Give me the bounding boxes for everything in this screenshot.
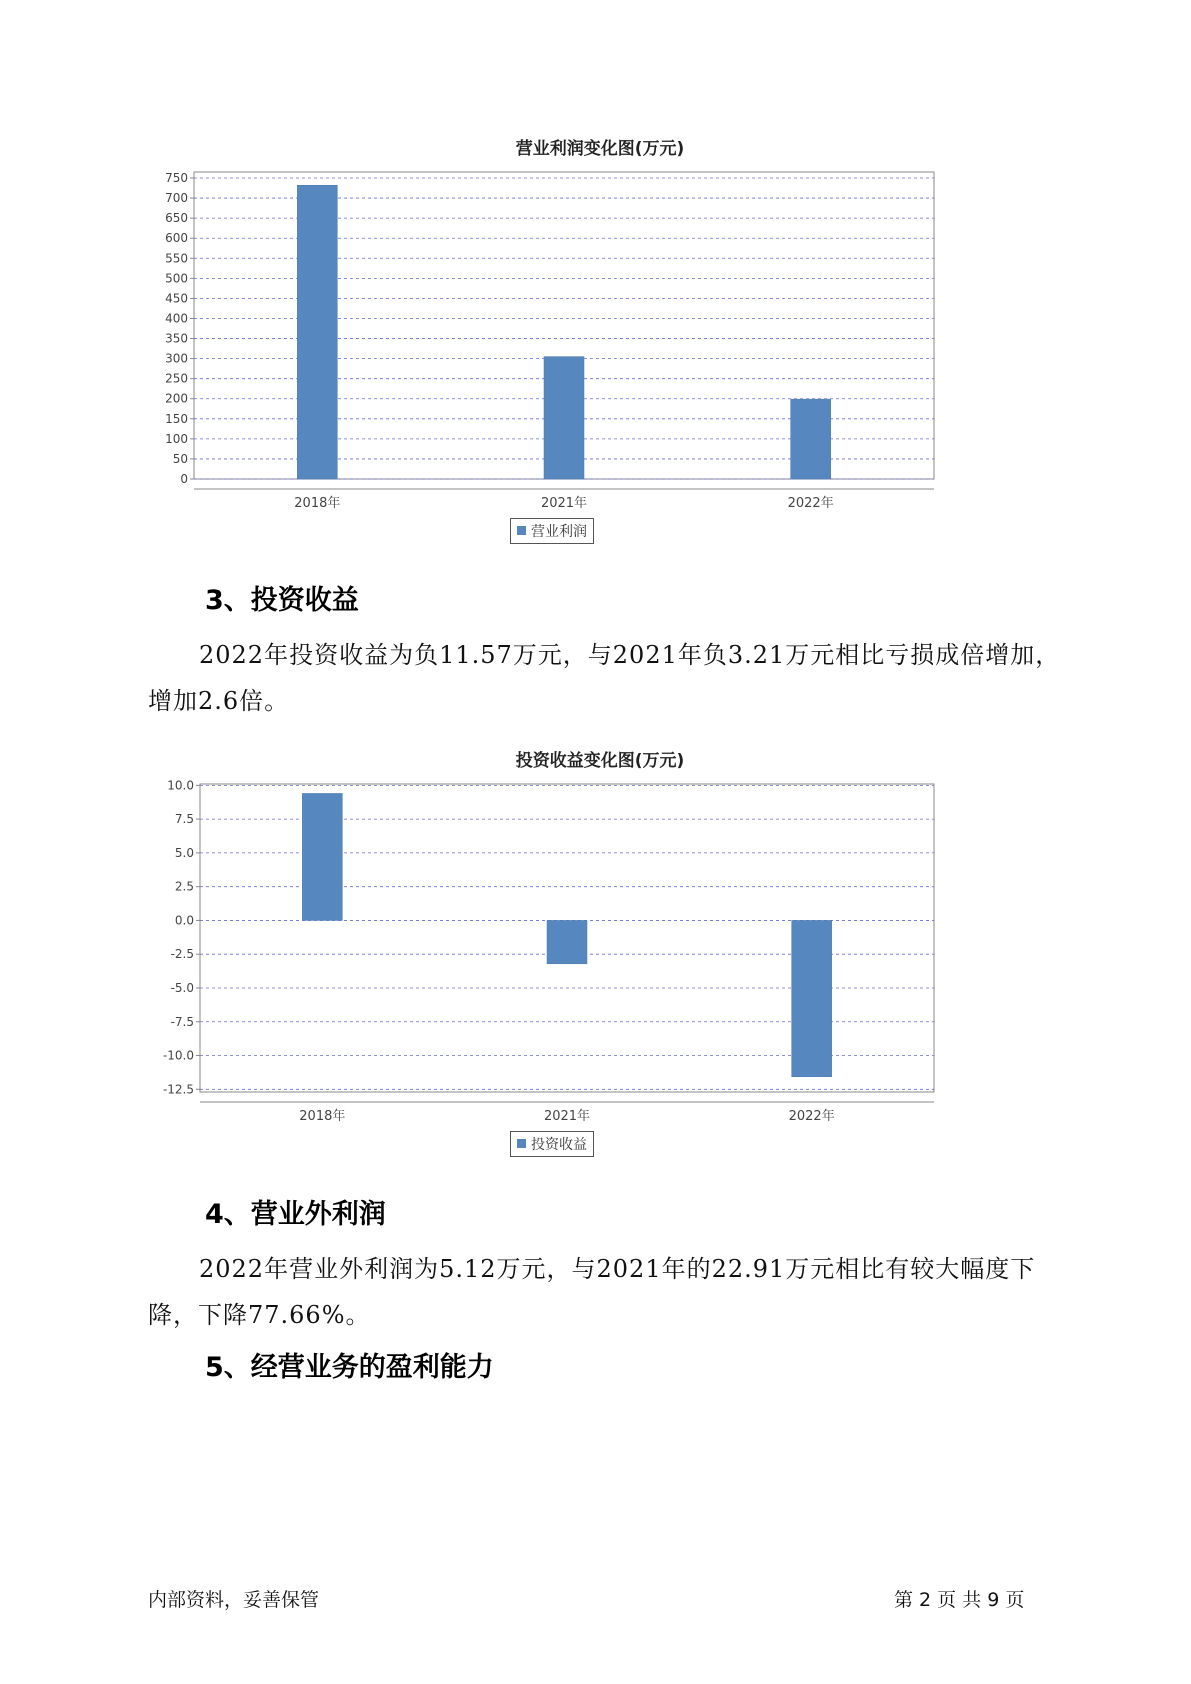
operating-profit-chart [150,130,1050,550]
chart-title: 营业利润变化图(万元) [515,139,685,159]
y-tick-label: 250 [165,371,188,386]
section-heading-business-profitability: 5、经营业务的盈利能力 [205,1352,494,1383]
y-tick-label: -12.5 [162,1082,194,1097]
bar [792,920,832,1076]
y-tick-label: 600 [165,231,188,246]
y-tick-label: 2.5 [174,879,194,894]
x-tick-label: 2021年 [543,1109,591,1124]
chart-legend [510,518,594,544]
y-tick-label: 700 [165,191,188,206]
x-tick-label: 2022年 [788,1109,835,1124]
y-tick-label: 0.0 [174,913,194,928]
footer-page-number: 第 2 页 共 9 页 [894,1589,1025,1611]
chart-title: 投资收益变化图(万元) [515,751,685,771]
y-tick-label: 10.0 [167,778,194,793]
legend-swatch [517,1139,526,1148]
bar [302,793,342,920]
y-tick-label: 150 [165,411,188,426]
y-tick-label: 5.0 [174,845,194,860]
y-tick-label: -7.5 [170,1014,194,1029]
bar [791,399,831,479]
y-tick-label: 650 [165,211,188,226]
investment-income-chart [150,742,1050,1162]
y-tick-label: -10.0 [162,1048,194,1063]
x-tick-label: 2018年 [299,1109,346,1124]
x-tick-label: 2022年 [787,496,834,511]
legend-label: 投资收益 [531,1137,587,1153]
y-tick-label: 7.5 [174,812,194,827]
legend-swatch [517,526,526,535]
y-tick-label: 200 [165,391,188,406]
y-tick-label: 400 [165,311,188,326]
x-tick-label: 2021年 [540,496,588,511]
investment-income-chart-svg [150,772,1050,1162]
y-tick-label: 450 [165,291,188,306]
footer-confidential-note: 内部资料，妥善保管 [148,1589,320,1611]
bar [547,920,587,963]
y-tick-label: 100 [165,431,188,446]
section-heading-non-operating-profit: 4、营业外利润 [205,1199,386,1230]
y-tick-label: -2.5 [170,947,194,962]
y-tick-label: 0 [180,472,188,486]
y-tick-label: 50 [172,451,188,466]
y-tick-label: -5.0 [170,980,194,995]
y-tick-label: 350 [165,331,188,346]
y-tick-label: 500 [165,271,188,286]
y-tick-label: 750 [165,171,188,186]
legend-label: 营业利润 [531,524,587,540]
section-paragraph-investment-income: 2022年投资收益为负11.57万元，与2021年负3.21万元相比亏损成倍增加，增加2.6倍。 [148,641,1061,715]
y-tick-label: 550 [165,251,188,266]
y-tick-label: 300 [165,351,188,366]
section-heading-investment-income: 3、投资收益 [205,585,359,616]
x-tick-label: 2018年 [294,496,341,511]
chart-legend [510,1131,594,1157]
bar [297,185,337,479]
operating-profit-chart-svg [150,160,1050,550]
section-paragraph-non-operating-profit: 2022年营业外利润为5.12万元，与2021年的22.91万元相比有较大幅度下降，下降77.66%。 [148,1255,1036,1329]
bar [544,357,584,479]
